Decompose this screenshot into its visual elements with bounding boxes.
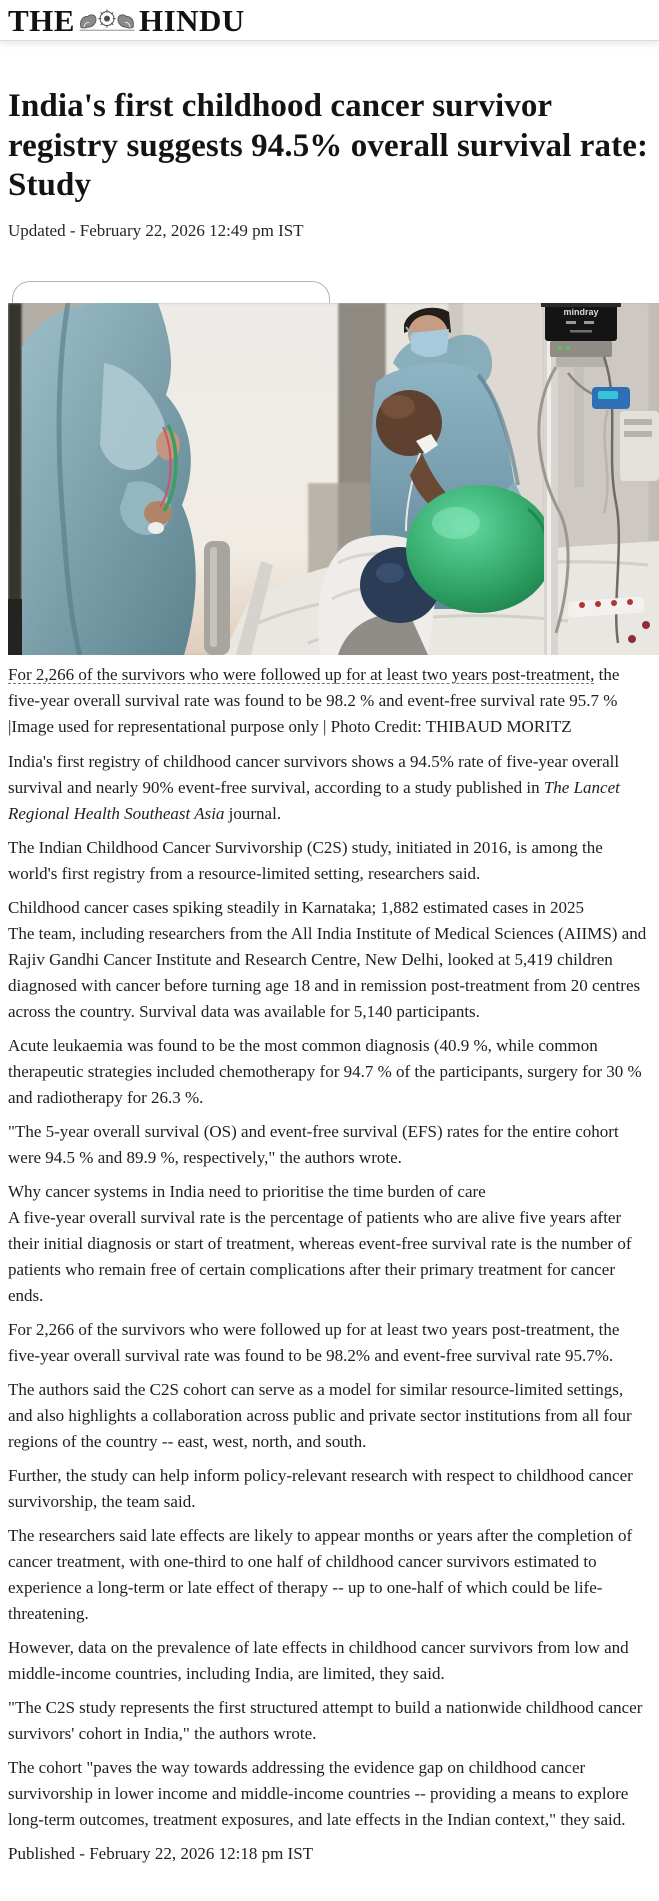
caption-lead: For 2,266 of the survivors who were followed up for at least two years post-treatment, — [8, 664, 595, 684]
paragraph-9: Further, the study can help inform policy-relevant research with respect to childhood cancer survivorship, the team said. — [8, 1465, 633, 1511]
paragraph-6: Why cancer systems in India need to prioritise the time burden of care A five-year overall survival rate is the percentage of patients who are alive five years after their initial diagnosis or start of treatment, whereas event-free survival rate is the number of patients who remain free of certain complications after their primary treatment for cancer ends. — [8, 1179, 650, 1309]
the-hindu-logo[interactable] — [8, 5, 245, 36]
paragraph-8: The authors said the C2S cohort can serve as a model for similar resource-limited settings, and also highlights a collaboration across public and private sector institutions from all four regions of the country -- east, west, north, and south. — [8, 1379, 632, 1451]
paragraph-13: The cohort "paves the way towards addressing the evidence gap on childhood cancer survivorship in lower income and middle-income countries -- providing a means to explore long-term outcomes, treatment exposures, and late effects in the Indian context," they said. — [8, 1757, 629, 1829]
logo-word-the: THE — [8, 3, 75, 38]
paragraph-5: "The 5-year overall survival (OS) and event-free survival (EFS) rates for the entire cohort were 94.5 % and 89.9 %, respectively," the authors wrote. — [8, 1121, 619, 1167]
related-link-time-burden[interactable]: Why cancer systems in India need to prioritise the time burden of care — [8, 1181, 486, 1201]
paragraph-2: The Indian Childhood Cancer Survivorship (C2S) study, initiated in 2016, is among the world's first registry from a resource-limited setting, researchers said. — [8, 837, 603, 883]
article-photo[interactable] — [8, 303, 659, 655]
related-link-karnataka[interactable]: Childhood cancer cases spiking steadily in Karnataka; 1,882 estimated cases in 2025 — [8, 897, 584, 917]
article-body — [8, 749, 650, 1867]
article — [0, 87, 659, 1901]
updated-timestamp: Updated - February 22, 2026 12:49 pm IST — [8, 220, 304, 240]
paragraph-3: Childhood cancer cases spiking steadily in Karnataka; 1,882 estimated cases in 2025 The team, including researchers from the All India Institute of Medical Sciences (AIIMS) and Rajiv Gandhi Cancer Institute and Research Centre, New Delhi, looked at 5,419 children diagnosed with cancer before turning age 18 and in remission post-treatment from 20 centres across the country. Survival data was available for 5,140 participants. — [8, 895, 650, 1025]
logo-word-hindu: HINDU — [138, 3, 245, 38]
journal-name: The Lancet Regional Health Southeast Asia — [8, 777, 620, 823]
masthead — [0, 0, 659, 41]
article-headline: India's first childhood cancer survivor registry suggests 94.5% overall survival rate: Study — [8, 88, 649, 204]
photo-caption — [8, 662, 650, 740]
paragraph-4: Acute leukaemia was found to be the most common diagnosis (40.9 %, while common therapeutic strategies included chemotherapy for 94.7 % of the participants, surgery for 30 % and radiotherapy for 26.3 %. — [8, 1035, 642, 1107]
nurse-figure — [22, 303, 196, 655]
paragraph-10: The researchers said late effects are likely to appear months or years after the completion of cancer treatment, with one-third to one half of childhood cancer survivors estimated to experience a long-term or late effect of therapy -- up to one-half of which could be life-threatening. — [8, 1525, 633, 1623]
published-timestamp: Published - February 22, 2026 12:18 pm IST — [8, 1843, 314, 1863]
paragraph-11: However, data on the prevalence of late effects in childhood cancer survivors from low and middle-income countries, including India, are limited, they said. — [8, 1637, 629, 1683]
monitor-brand-label: mindray — [563, 306, 599, 317]
lead-figure — [8, 281, 650, 740]
paragraph-7: For 2,266 of the survivors who were followed up for at least two years post-treatment, the five-year overall survival rate was found to be 98.2% and event-free survival rate 95.7%. — [8, 1319, 620, 1365]
caption-credit: the five-year overall survival rate was found to be 98.2 % and event-free survival rate 95.7 % |Image used for representational purpose only | Photo Credit: THIBAUD MORITZ — [8, 664, 620, 736]
hindu-crest-icon — [78, 7, 136, 34]
paragraph-1: India's first registry of childhood cancer survivors shows a 94.5% rate of five-year overall survival and nearly 90% event-free survival, according to a study published in The Lancet Regional Health Southeast Asia journal. — [8, 751, 620, 823]
paragraph-12: "The C2S study represents the first structured attempt to build a nationwide childhood cancer survivors' cohort in India," the authors wrote. — [8, 1697, 643, 1743]
